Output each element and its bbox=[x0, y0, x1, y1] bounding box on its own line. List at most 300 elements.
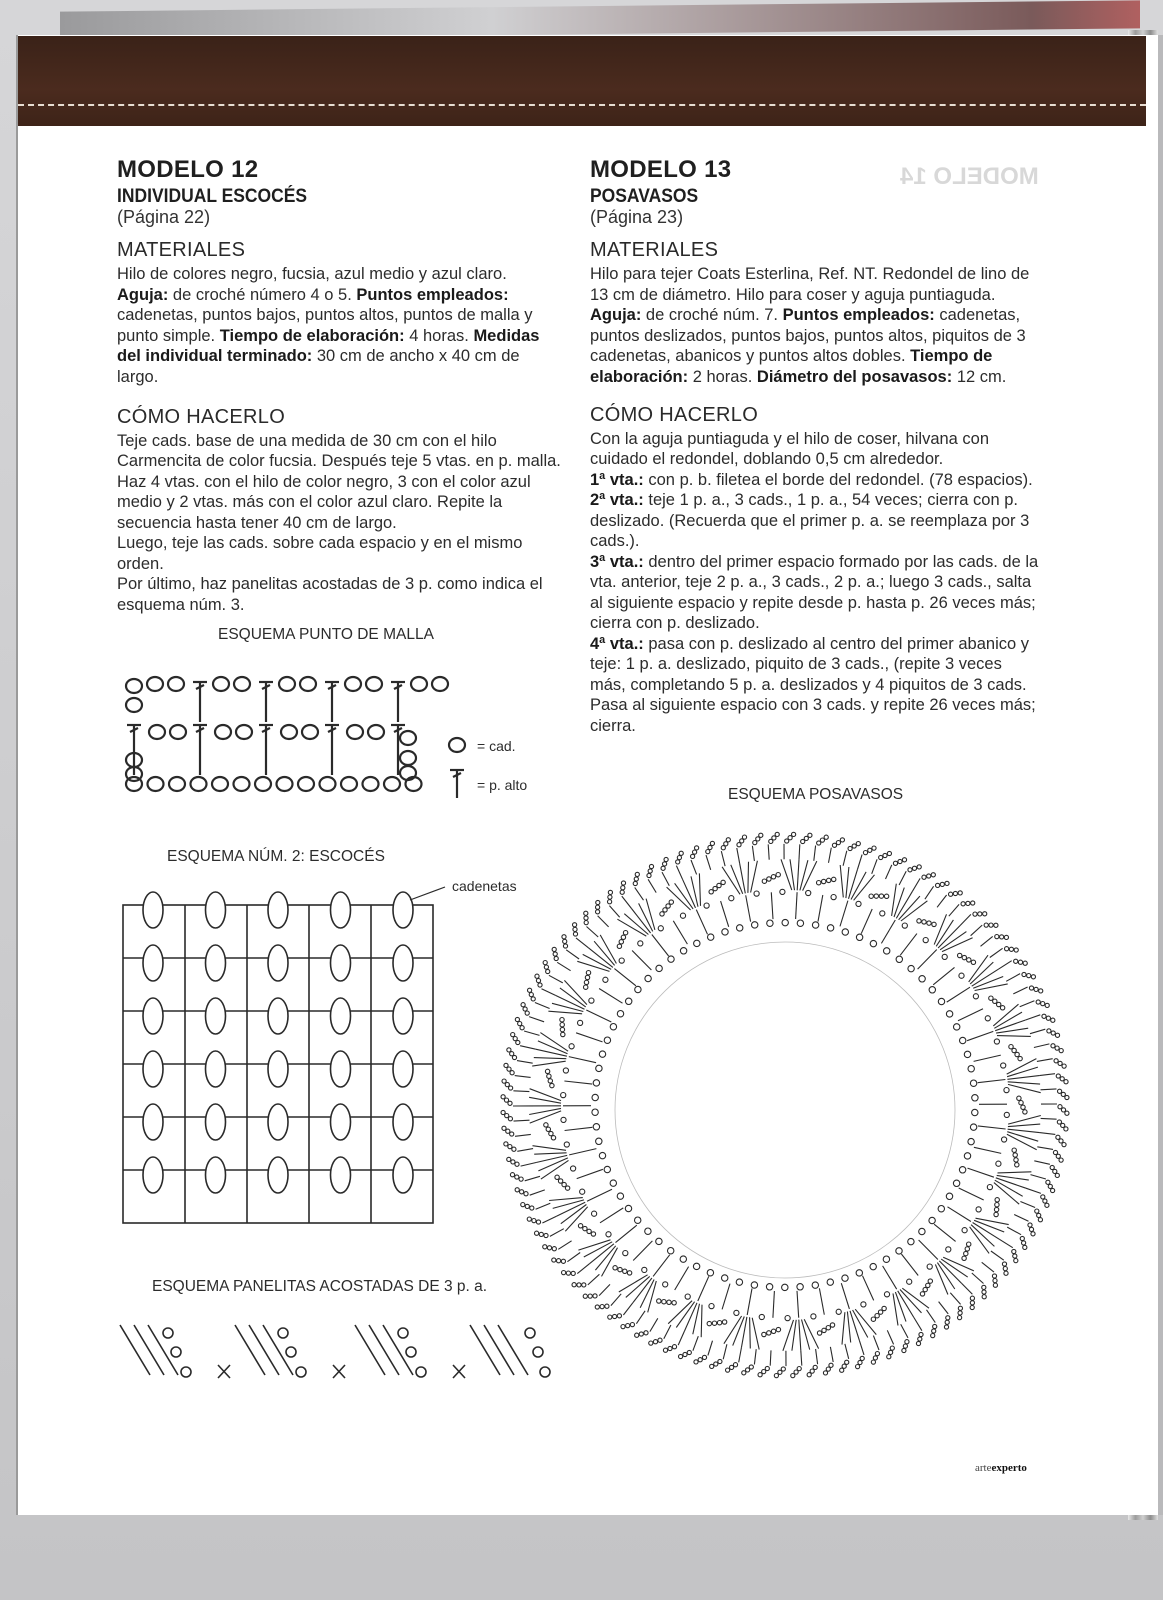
ring-4-picot bbox=[1050, 1165, 1054, 1169]
ring-4-treble bbox=[542, 989, 556, 996]
chain-stitch-symbol bbox=[449, 738, 465, 752]
ring-1-stitch bbox=[751, 1282, 757, 1288]
ring-2-chain bbox=[785, 1316, 790, 1321]
ring-3-fan-stitch bbox=[853, 1310, 868, 1338]
ring-4-picot bbox=[1042, 1014, 1046, 1018]
ring-4-picot bbox=[504, 1142, 508, 1146]
ring-4-picot bbox=[538, 983, 542, 987]
ring-3-fan-stitch bbox=[803, 861, 817, 891]
ring-2-chain bbox=[578, 1020, 583, 1025]
ring-1-stitch bbox=[596, 1138, 602, 1144]
ring-1-stitch bbox=[946, 1193, 952, 1199]
ring-4-picot bbox=[801, 839, 805, 843]
ring-1-stitch bbox=[959, 1167, 965, 1173]
ring-1-stitch bbox=[827, 1279, 833, 1285]
ring-2-treble bbox=[614, 969, 636, 986]
ring-2-treble bbox=[861, 909, 872, 934]
ring-2-chain bbox=[619, 958, 624, 963]
ring-2-treble bbox=[653, 1255, 670, 1277]
ring-3-chain bbox=[878, 1310, 882, 1314]
ring-4-picot bbox=[588, 1294, 592, 1298]
ring-1-stitch bbox=[938, 998, 944, 1004]
ring-4-picot bbox=[1062, 1143, 1066, 1147]
ring-4-picot bbox=[856, 1365, 860, 1369]
ring-3-fan-stitch bbox=[626, 1276, 650, 1297]
ring-1-stitch bbox=[842, 929, 848, 935]
ring-4-picot bbox=[1037, 1213, 1041, 1217]
vuelta-label: 1ª vta.: bbox=[590, 470, 644, 489]
ring-3-chain bbox=[547, 1074, 551, 1078]
ring-2-chain bbox=[811, 1314, 816, 1319]
ring-3-fan-stitch bbox=[842, 1312, 845, 1344]
chain-stitch-symbol bbox=[236, 725, 252, 739]
ring-3-chain bbox=[722, 1320, 726, 1324]
ring-2-treble bbox=[632, 951, 651, 971]
ring-4-picot bbox=[1060, 1077, 1064, 1081]
esquema-malla-diagram bbox=[120, 670, 560, 820]
ring-3-chain bbox=[591, 1232, 595, 1236]
ring-2-chain bbox=[754, 891, 759, 896]
ring-3-chain bbox=[549, 1131, 553, 1135]
ring-3-chain bbox=[884, 894, 888, 898]
ring-3-chain bbox=[832, 877, 836, 881]
ring-4-picot bbox=[726, 838, 730, 842]
modelo-12-materiales-run: Tiempo de elaboración: bbox=[219, 326, 405, 345]
ring-4-picot bbox=[958, 891, 962, 895]
ring-2-chain bbox=[759, 1314, 764, 1319]
ring-4-picot bbox=[1004, 935, 1008, 939]
ring-4-picot bbox=[687, 1350, 691, 1354]
ring-3-chain bbox=[967, 1242, 971, 1246]
ring-1-stitch bbox=[593, 1080, 599, 1086]
cadenetas-leader-line bbox=[410, 887, 445, 900]
ring-2-chain bbox=[663, 1282, 668, 1287]
ring-2-chain bbox=[923, 938, 928, 943]
ring-4-picot bbox=[663, 862, 667, 866]
ring-1-stitch bbox=[797, 1284, 803, 1290]
ring-4-treble bbox=[515, 1076, 531, 1078]
ring-3-chain bbox=[667, 1300, 671, 1304]
ring-4-treble bbox=[830, 1347, 833, 1362]
ring-4-picot bbox=[608, 890, 612, 894]
ring-1-stitch bbox=[694, 940, 700, 946]
ring-2-chain bbox=[606, 1232, 611, 1237]
ring-4-picot bbox=[1014, 959, 1018, 963]
ring-4-picot bbox=[600, 1305, 604, 1309]
chain-stitch-symbol bbox=[234, 677, 250, 691]
ring-4-picot bbox=[708, 845, 712, 849]
ring-4-picot bbox=[1018, 960, 1022, 964]
ring-1-stitch bbox=[708, 934, 714, 940]
ring-4-picot bbox=[887, 851, 891, 855]
ring-4-treble bbox=[598, 916, 609, 927]
chain-stitch-symbol bbox=[366, 677, 382, 691]
ring-2-treble bbox=[577, 1169, 603, 1178]
modelo-13-page-ref: (Página 23) bbox=[590, 207, 684, 227]
ring-4-treble bbox=[829, 848, 832, 863]
ring-1-stitch bbox=[656, 965, 662, 971]
ring-4-picot bbox=[521, 1003, 525, 1007]
ring-4-picot bbox=[661, 866, 665, 870]
ring-1-stitch bbox=[752, 922, 758, 928]
ring-4-picot bbox=[958, 1306, 962, 1310]
ring-3-fan-stitch bbox=[536, 1049, 567, 1056]
ring-1-stitch bbox=[968, 1066, 974, 1072]
ring-2-chain bbox=[603, 977, 608, 982]
ring-3-chain bbox=[817, 881, 821, 885]
ring-4-picot bbox=[946, 1316, 950, 1320]
ring-4-treble bbox=[706, 855, 711, 870]
ring-2-treble bbox=[978, 1126, 1006, 1129]
cadeneta-oval bbox=[331, 998, 351, 1034]
ring-4-picot bbox=[993, 1279, 997, 1283]
chain-stitch-symbol bbox=[148, 777, 164, 791]
ring-4-picot bbox=[1003, 1267, 1007, 1271]
cadeneta-oval bbox=[331, 945, 351, 981]
ring-3-chain bbox=[1015, 1163, 1019, 1167]
ring-1-stitch bbox=[722, 1275, 728, 1281]
ring-4-picot bbox=[1051, 1031, 1055, 1035]
ring-3-chain bbox=[660, 912, 664, 916]
ring-4-picot bbox=[507, 1048, 511, 1052]
ring-3-fan-stitch bbox=[534, 1153, 566, 1154]
ring-2-treble bbox=[900, 934, 917, 956]
ring-1-stitch bbox=[856, 1270, 862, 1276]
ring-1-stitch bbox=[964, 1051, 970, 1057]
ring-2-treble bbox=[652, 935, 669, 957]
ring-4-picot bbox=[644, 1331, 648, 1335]
ring-3-fan-stitch bbox=[1008, 1124, 1040, 1127]
ring-4-picot bbox=[927, 874, 931, 878]
ring-4-picot bbox=[775, 832, 779, 836]
ring-4-picot bbox=[848, 846, 852, 850]
ring-1-stitch bbox=[766, 1284, 772, 1290]
chain-stitch-symbol bbox=[191, 777, 207, 791]
ring-2-chain bbox=[685, 1294, 690, 1299]
ring-4-picot bbox=[562, 935, 566, 939]
cadeneta-oval bbox=[268, 1157, 288, 1193]
ring-2-treble bbox=[599, 989, 622, 1004]
cadeneta-oval bbox=[331, 1157, 351, 1193]
panelita-chain bbox=[171, 1347, 181, 1357]
ring-4-picot bbox=[546, 969, 550, 973]
cadeneta-oval bbox=[268, 998, 288, 1034]
ring-4-treble bbox=[843, 851, 847, 866]
ring-4-picot bbox=[552, 1247, 556, 1251]
ring-1-stitch bbox=[870, 940, 876, 946]
ring-2-treble bbox=[721, 901, 729, 927]
ring-3-fan-stitch bbox=[899, 896, 920, 920]
ring-4-picot bbox=[617, 1314, 621, 1318]
ring-2-chain bbox=[962, 1228, 967, 1233]
ring-3-fan-stitch bbox=[797, 860, 799, 891]
ring-4-picot bbox=[970, 1301, 974, 1305]
ring-4-picot bbox=[605, 1304, 609, 1308]
ring-4-picot bbox=[536, 979, 540, 983]
ring-3-chain bbox=[822, 1328, 826, 1332]
chain-stitch-symbol bbox=[384, 777, 400, 791]
ring-4-treble bbox=[1041, 1089, 1057, 1090]
ring-4-treble bbox=[801, 1350, 802, 1365]
ring-4-picot bbox=[521, 1203, 525, 1207]
ring-4-treble bbox=[525, 1176, 540, 1181]
ring-3-chain bbox=[617, 944, 621, 948]
ring-4-treble bbox=[981, 936, 993, 946]
ring-1-stitch bbox=[870, 1263, 876, 1269]
modelo-12-como-text-3: Por último, haz panelitas acostadas de 3 p. como indica el esquema núm. 3. bbox=[117, 575, 543, 614]
ring-4-treble bbox=[535, 1003, 550, 1009]
ring-4-picot bbox=[1056, 1074, 1060, 1078]
ring-4-picot bbox=[572, 1283, 576, 1287]
ring-1-stitch bbox=[668, 1248, 674, 1254]
ring-4-picot bbox=[1061, 1092, 1065, 1096]
modelo-12-materiales-run: Medidas del individual terminado: bbox=[117, 326, 540, 365]
ring-4-picot bbox=[508, 1145, 512, 1149]
cadeneta-oval bbox=[206, 892, 226, 928]
cadeneta-oval bbox=[331, 1051, 351, 1087]
ring-4-picot bbox=[633, 881, 637, 885]
modelo-13-materiales-run: Puntos empleados: bbox=[782, 306, 935, 324]
ring-4-picot bbox=[858, 1360, 862, 1364]
ring-3-chain bbox=[967, 958, 971, 962]
ring-4-picot bbox=[504, 1098, 508, 1102]
ring-4-picot bbox=[510, 1173, 514, 1177]
ring-4-picot bbox=[813, 1365, 817, 1369]
ring-4-picot bbox=[982, 1285, 986, 1289]
ring-3-fan-stitch bbox=[846, 867, 849, 898]
ring-4-picot bbox=[788, 836, 792, 840]
ring-3-chain bbox=[926, 1283, 930, 1287]
ring-4-treble bbox=[925, 886, 934, 899]
ring-3-chain bbox=[767, 1331, 771, 1335]
ring-4-picot bbox=[1055, 1046, 1059, 1050]
ring-2-chain bbox=[709, 1304, 714, 1309]
ring-4-picot bbox=[672, 1345, 676, 1349]
ring-3-fan-stitch bbox=[701, 1305, 702, 1338]
ring-3-chain bbox=[817, 1331, 821, 1335]
ring-4-picot bbox=[584, 921, 588, 925]
ring-4-picot bbox=[512, 1147, 516, 1151]
ring-4-treble bbox=[754, 1349, 756, 1364]
ring-4-treble bbox=[886, 865, 892, 879]
ring-3-fan-stitch bbox=[1008, 1129, 1040, 1132]
ring-3-fan-stitch bbox=[553, 1200, 584, 1209]
ring-3-chain bbox=[562, 1182, 566, 1186]
modelo-12-page-ref: (Página 22) bbox=[117, 207, 211, 227]
ring-1-stitch bbox=[946, 1011, 952, 1017]
ring-4-picot bbox=[1031, 1232, 1035, 1236]
ring-4-picot bbox=[1000, 935, 1004, 939]
ring-1-stitch bbox=[693, 1263, 699, 1269]
ring-4-picot bbox=[515, 1175, 519, 1179]
esquema-posavasos-diagram bbox=[495, 815, 1075, 1395]
ring-4-treble bbox=[949, 904, 959, 916]
ring-4-picot bbox=[1053, 1169, 1057, 1173]
ring-3-chain bbox=[587, 1229, 591, 1233]
chain-stitch-symbol bbox=[341, 777, 357, 791]
modelo-13-materiales-run: Hilo para tejer Coats Esterlina, Ref. NT. Redondel de lino de 13 cm de diámetro. Hilo para coser y aguja puntiaguda. bbox=[590, 265, 1030, 304]
ring-4-picot bbox=[785, 839, 789, 843]
ring-3-fan-stitch bbox=[529, 1097, 561, 1103]
ring-1-stitch bbox=[972, 1095, 978, 1101]
ring-4-picot bbox=[635, 872, 639, 876]
ring-4-treble bbox=[609, 906, 619, 918]
ring-4-treble bbox=[599, 1284, 610, 1295]
ring-4-picot bbox=[936, 883, 940, 887]
ring-2-chain bbox=[861, 1302, 866, 1307]
ring-4-treble bbox=[1020, 1202, 1035, 1208]
ring-4-picot bbox=[532, 1219, 536, 1223]
ring-3-chain bbox=[551, 1136, 555, 1140]
ring-4-picot bbox=[879, 855, 883, 859]
ring-2-treble bbox=[747, 1289, 752, 1316]
ring-4-treble bbox=[566, 950, 579, 959]
ring-2-treble bbox=[818, 895, 823, 922]
ring-4-picot bbox=[504, 1063, 508, 1067]
modelo-12-materiales-text bbox=[117, 264, 562, 387]
chain-stitch-symbol bbox=[345, 677, 361, 691]
ring-3-fan-stitch bbox=[529, 1108, 561, 1114]
footer-brand-prefix: arte bbox=[975, 1462, 992, 1474]
ring-4-picot bbox=[922, 875, 926, 879]
ring-4-picot bbox=[1012, 1249, 1016, 1253]
ring-4-treble bbox=[1041, 1118, 1057, 1119]
ring-1-stitch bbox=[953, 1180, 959, 1186]
ring-4-picot bbox=[971, 901, 975, 905]
chain-stitch-symbol bbox=[411, 677, 427, 691]
ring-2-chain bbox=[680, 913, 685, 918]
ring-4-picot bbox=[515, 1162, 519, 1166]
ring-2-treble bbox=[616, 1225, 637, 1242]
ring-3-fan-stitch bbox=[691, 876, 698, 906]
ring-4-picot bbox=[860, 1356, 864, 1360]
ring-4-picot bbox=[621, 886, 625, 890]
chain-stitch-symbol bbox=[212, 777, 228, 791]
ring-4-picot bbox=[505, 1083, 509, 1087]
ring-2-chain bbox=[704, 903, 709, 908]
ring-1-stitch bbox=[883, 1256, 889, 1262]
ring-4-picot bbox=[973, 912, 977, 916]
ring-2-treble bbox=[967, 1031, 993, 1040]
chain-stitch-symbol bbox=[234, 777, 250, 791]
ring-4-picot bbox=[758, 1373, 762, 1377]
cadeneta-oval bbox=[331, 892, 351, 928]
ring-4-picot bbox=[573, 927, 577, 931]
ring-4-picot bbox=[1013, 1254, 1017, 1258]
ring-3-chain bbox=[561, 1032, 565, 1036]
ring-4-picot bbox=[893, 861, 897, 865]
ring-4-picot bbox=[1051, 1018, 1055, 1022]
ring-4-picot bbox=[1065, 1111, 1069, 1115]
ring-4-treble bbox=[1037, 1059, 1053, 1062]
ring-4-treble bbox=[937, 895, 947, 907]
ring-3-chain bbox=[875, 1314, 879, 1318]
ring-2-treble bbox=[576, 1033, 602, 1042]
esquema-escoces-diagram bbox=[115, 870, 535, 1250]
ring-4-treble bbox=[768, 844, 769, 859]
ring-2-treble bbox=[675, 1267, 689, 1290]
ring-4-picot bbox=[608, 1315, 612, 1319]
legend-cad-label: = cad. bbox=[477, 738, 516, 754]
ring-4-picot bbox=[966, 901, 970, 905]
ring-4-treble bbox=[648, 879, 656, 892]
ring-2-treble bbox=[819, 1288, 824, 1314]
ring-1-stitch bbox=[938, 1206, 944, 1212]
ring-4-picot bbox=[1051, 1044, 1055, 1048]
vuelta-label: 4ª vta.: bbox=[590, 634, 644, 653]
ring-4-picot bbox=[710, 1364, 714, 1368]
ring-2-treble bbox=[958, 1009, 983, 1021]
ring-2-chain bbox=[985, 1016, 990, 1021]
ring-3-chain bbox=[560, 1027, 564, 1031]
ring-4-picot bbox=[1031, 975, 1035, 979]
ring-3-fan-stitch bbox=[536, 1155, 567, 1162]
ring-4-picot bbox=[510, 1071, 514, 1075]
ring-1-stitch bbox=[929, 987, 935, 993]
ring-4-treble bbox=[961, 1283, 972, 1294]
ring-2-treble bbox=[978, 1080, 1006, 1083]
ring-4-treble bbox=[664, 1325, 671, 1339]
ring-2-chain bbox=[806, 890, 811, 895]
cadeneta-oval bbox=[393, 998, 413, 1034]
show-through-text: MODELO 14 bbox=[900, 163, 1039, 190]
cadeneta-oval bbox=[268, 892, 288, 928]
ring-4-picot bbox=[513, 1037, 517, 1041]
ring-4-picot bbox=[873, 1356, 877, 1360]
ring-4-picot bbox=[630, 1323, 634, 1327]
vuelta-label: 2ª vta.: bbox=[590, 491, 644, 509]
ring-1-stitch bbox=[610, 1024, 616, 1030]
ring-1-stitch bbox=[625, 1205, 631, 1211]
ring-4-treble bbox=[650, 1318, 658, 1331]
ring-3-chain bbox=[995, 1203, 999, 1207]
ring-4-treble bbox=[739, 1347, 742, 1362]
ring-4-picot bbox=[1055, 1033, 1059, 1037]
ring-3-chain bbox=[767, 877, 771, 881]
ring-1-stitch bbox=[645, 1228, 651, 1234]
ring-4-picot bbox=[501, 1110, 505, 1114]
ring-4-picot bbox=[832, 843, 836, 847]
ring-4-treble bbox=[950, 1293, 960, 1305]
ring-3-chain bbox=[822, 879, 826, 883]
ring-1-stitch bbox=[856, 934, 862, 940]
ring-4-picot bbox=[525, 1204, 529, 1208]
ring-4-picot bbox=[544, 965, 548, 969]
modelo-13-intro-text: Con la aguja puntiaguda y el hilo de coser, hilvana con cuidado el redondel, doblando 0,5 cm alrededor. bbox=[590, 429, 990, 468]
ring-3-chain bbox=[958, 953, 962, 957]
ring-4-picot bbox=[778, 1370, 782, 1374]
ring-4-picot bbox=[1014, 1259, 1018, 1263]
ring-1-stitch bbox=[812, 922, 818, 928]
ring-1-stitch bbox=[970, 1124, 976, 1130]
ring-4-picot bbox=[772, 836, 776, 840]
ring-4-picot bbox=[557, 1259, 561, 1263]
ring-4-picot bbox=[596, 905, 600, 909]
ring-3-chain bbox=[584, 980, 588, 984]
ring-4-picot bbox=[902, 858, 906, 862]
ring-1-stitch bbox=[617, 1193, 623, 1199]
ring-4-picot bbox=[520, 1190, 524, 1194]
ring-3-chain bbox=[776, 1327, 780, 1331]
ring-4-picot bbox=[1022, 1241, 1026, 1245]
ring-3-fan-stitch bbox=[1008, 1116, 1041, 1125]
ring-4-treble bbox=[693, 1336, 698, 1351]
ring-4-treble bbox=[721, 851, 725, 866]
ring-1-stitch bbox=[767, 920, 773, 926]
ring-4-treble bbox=[927, 1310, 936, 1323]
ring-4-picot bbox=[970, 1296, 974, 1300]
cadeneta-oval bbox=[393, 1104, 413, 1140]
